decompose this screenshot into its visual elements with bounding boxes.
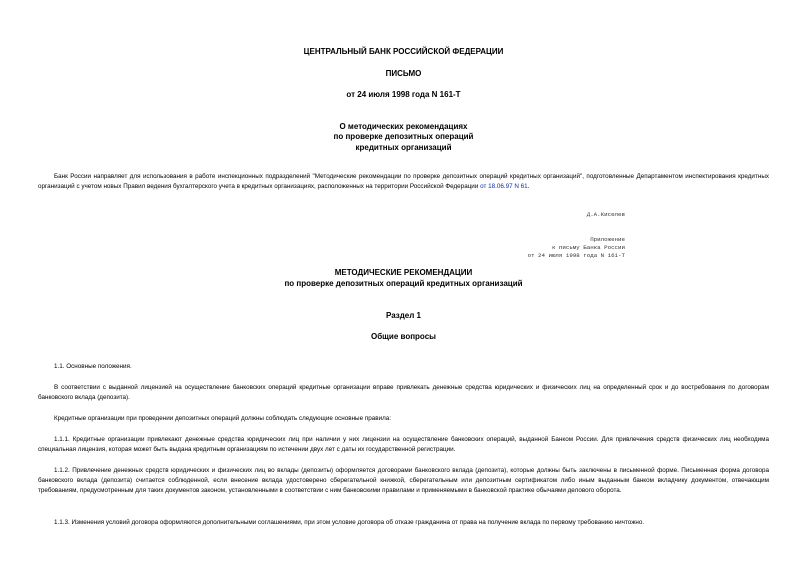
paragraph-rules: Кредитные организации при проведении депозитных операций должны соблюдать следующие основные правила: [54,415,392,422]
subject-line-1: О методических рекомендациях [339,122,468,131]
bank-name: ЦЕНТРАЛЬНЫЙ БАНК РОССИЙСКОЙ ФЕДЕРАЦИИ [303,47,504,56]
subject-line-3: кредитных организаций [355,143,452,152]
subject-line-2: по проверке депозитных операций [333,132,474,141]
section-number: Раздел 1 [385,311,422,320]
section-title: Общие вопросы [371,332,436,341]
paragraph-1-1-3: 1.1.3. Изменения условий договора оформляются дополнительными соглашениями, при этом условие договора об отказе гражданина от права на получение вклада по первому требованию ничтожно. [54,519,645,526]
intro-tail: . [527,183,530,190]
appendix-line-3: от 24 июля 1998 года N 161-Т [527,252,625,259]
appendix-line-2: к письму Банка России [551,244,625,251]
recommendations-title: МЕТОДИЧЕСКИЕ РЕКОМЕНДАЦИИ [334,268,473,277]
appendix-line-1: Приложение [590,236,625,243]
doc-type: ПИСЬМО [385,69,422,78]
doc-date: от 24 июля 1998 года N 161-Т [346,90,461,99]
paragraph-1-1-1: 1.1.1. Кредитные организации привлекают денежные средства юридических лиц при наличии у них лицензии на осуществление банковских операций, выданной Банком России. Для привлечения средств физических лиц необходима специальная лицензия, которая может быть выдана кредитным организациям по истечении двух лет с даты их государственной регистрации. [38,436,769,453]
paragraph-intro-deposits: В соответствии с выданной лицензией на осуществление банковских операций кредитные организации вправе привлекать денежные средства юридических и физических лиц на определенный срок и до востребования по договорам банковского вклада (депозита). [38,384,769,401]
paragraph-1-1: 1.1. Основные положения. [54,363,132,370]
intro-paragraph [38,172,769,192]
intro-text: Банк России направляет для использования в работе инспекционных подразделений "Методические рекомендации по проверке депозитных операций кредитных организаций", подготовленные Департаментом инспектирования кредитных организаций с учетом новых Правил ведения бухгалтерского учета в кредитных организациях, расположенных на территории Российской Федерации [38,173,769,190]
regulation-link[interactable]: от 18.06.97 N 61 [480,183,528,190]
recommendations-subtitle: по проверке депозитных операций кредитных организаций [284,279,523,288]
signature: Д.А.Киселев [586,211,625,218]
paragraph-1-1-2: 1.1.2. Привлечение денежных средств юридических и физических лиц во вклады (депозиты) оформляется договорами банковского вклада (депозита), которые должны быть заключены в письменной форме. Письменная форма договора банковского вклада (депозита) считается соблюденной, если внесение вклада удостоверено сберегательной книжкой, сберегательным или депозитным сертификатом либо иным выданным банком вкладчику документом, отвечающим требованиям, предусмотренным для таких документов законом, установленными в соответствии с ним банковскими правилами и применяемыми в банковской практике обычаями делового оборота. [38,467,769,494]
